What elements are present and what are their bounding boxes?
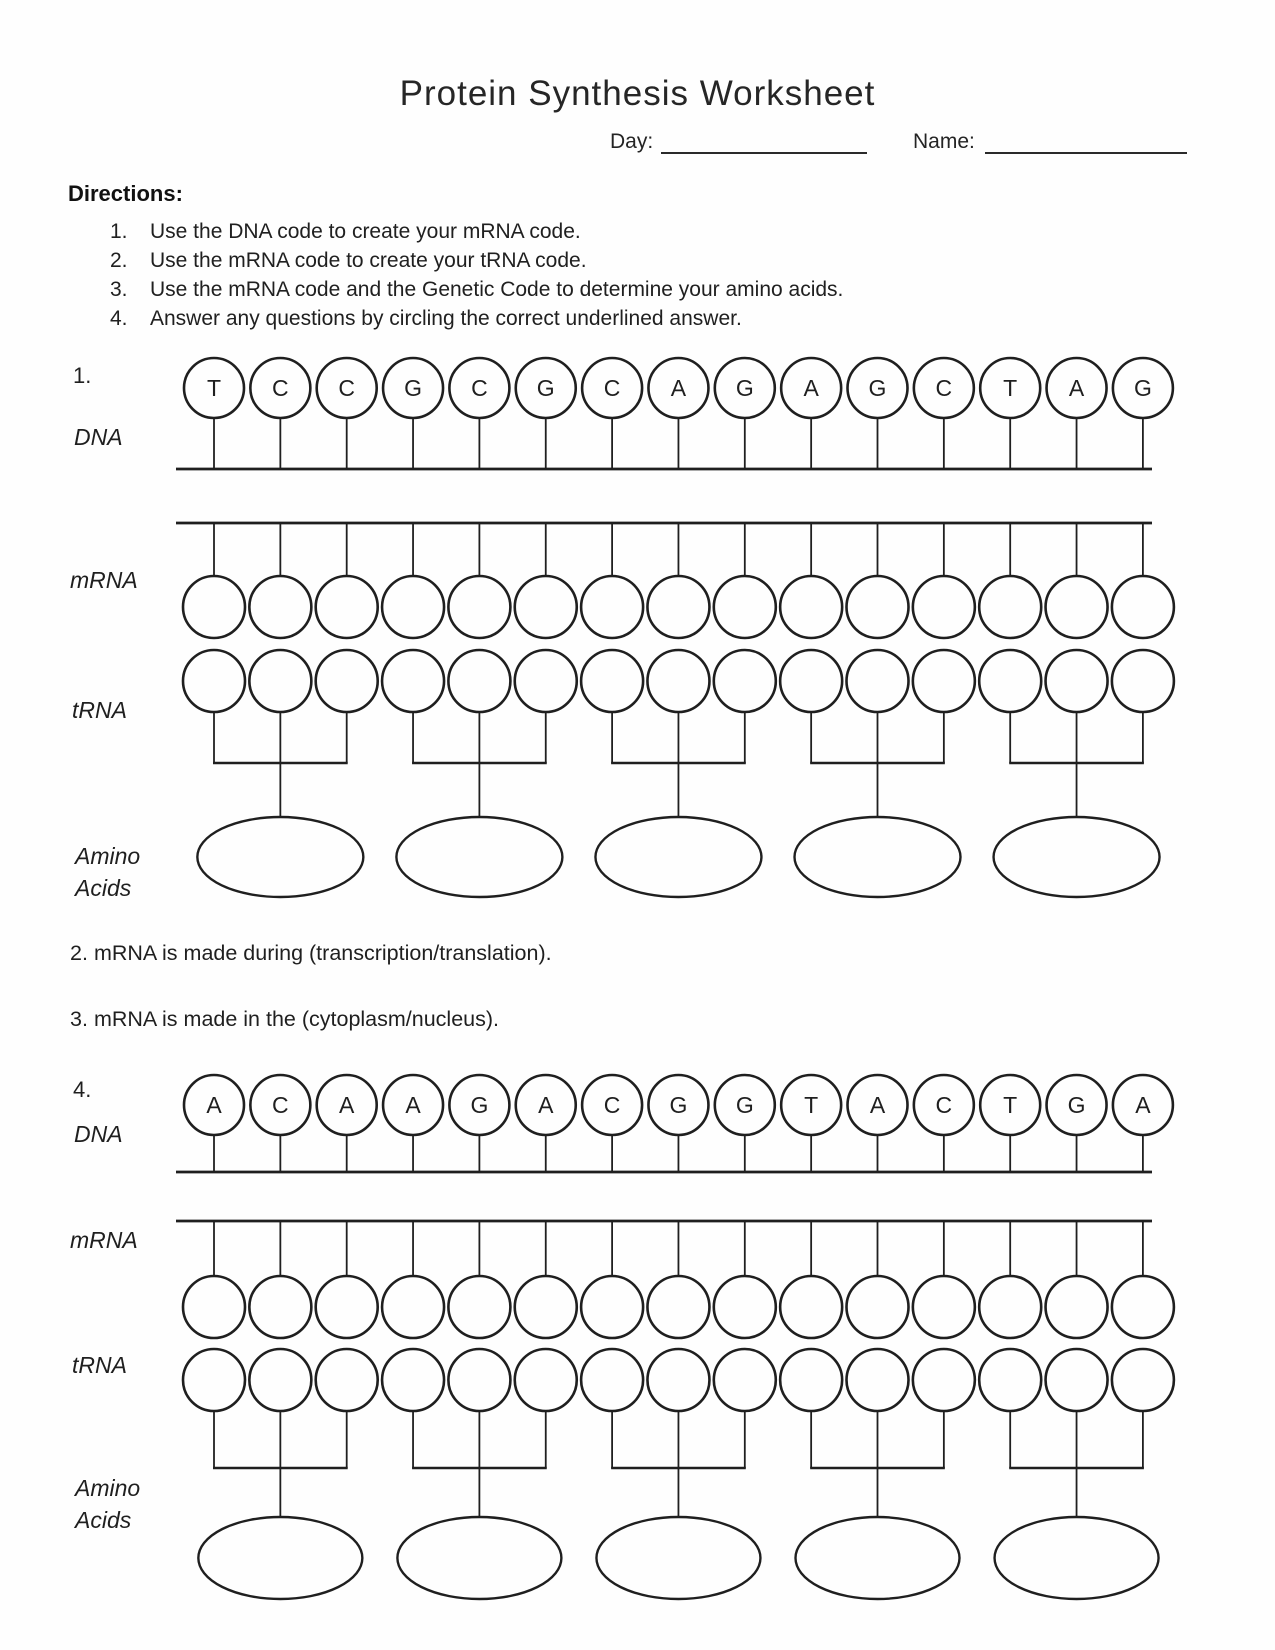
- dna-base-letter: T: [1003, 375, 1018, 401]
- trna-answer-circle[interactable]: [1046, 1349, 1108, 1411]
- trna-answer-circle[interactable]: [647, 1349, 709, 1411]
- dna-base-letter: T: [206, 375, 222, 401]
- amino-acid-answer-ellipse[interactable]: [197, 817, 363, 897]
- amino-acid-answer-ellipse[interactable]: [596, 1517, 760, 1599]
- trna-answer-circle[interactable]: [515, 1349, 577, 1411]
- trna-answer-circle[interactable]: [780, 650, 842, 712]
- dna-row-label: DNA: [74, 1121, 123, 1147]
- directions-heading: Directions:: [68, 181, 183, 206]
- problem-4-diagram: [0, 1040, 1275, 1650]
- dna-base-letter: A: [1135, 1092, 1151, 1118]
- trna-answer-circle[interactable]: [979, 650, 1041, 712]
- day-input-line[interactable]: [661, 152, 867, 154]
- amino-acids-row-label: Acids: [75, 1507, 132, 1533]
- trna-answer-circle[interactable]: [714, 1349, 776, 1411]
- trna-answer-circle[interactable]: [249, 1349, 311, 1411]
- trna-answer-circle[interactable]: [382, 650, 444, 712]
- directions-item-text: Use the DNA code to create your mRNA code.: [150, 220, 581, 243]
- trna-answer-circle[interactable]: [581, 650, 643, 712]
- mrna-answer-circle[interactable]: [448, 1276, 510, 1338]
- dna-base-letter: C: [272, 1092, 289, 1118]
- mrna-answer-circle[interactable]: [515, 576, 577, 638]
- dna-base-letter: C: [272, 375, 289, 401]
- trna-answer-circle[interactable]: [1046, 650, 1108, 712]
- trna-answer-circle[interactable]: [913, 1349, 975, 1411]
- mrna-row-label: mRNA: [70, 567, 138, 593]
- trna-answer-circle[interactable]: [183, 650, 245, 712]
- mrna-answer-circle[interactable]: [581, 1276, 643, 1338]
- mrna-answer-circle[interactable]: [1112, 576, 1174, 638]
- trna-answer-circle[interactable]: [183, 1349, 245, 1411]
- mrna-answer-circle[interactable]: [382, 1276, 444, 1338]
- dna-base-letter: T: [1003, 1092, 1018, 1118]
- dna-base-letter: C: [935, 1092, 953, 1118]
- question-number: 2.: [70, 941, 88, 965]
- mrna-answer-circle[interactable]: [382, 576, 444, 638]
- trna-answer-circle[interactable]: [913, 650, 975, 712]
- trna-answer-circle[interactable]: [647, 650, 709, 712]
- mrna-answer-circle[interactable]: [448, 576, 510, 638]
- directions-item: [110, 246, 1168, 275]
- directions-item-number: 4.: [110, 307, 128, 330]
- dna-base-letter: A: [869, 1092, 886, 1118]
- mrna-answer-circle[interactable]: [913, 1276, 975, 1338]
- mrna-answer-circle[interactable]: [780, 1276, 842, 1338]
- mrna-answer-circle[interactable]: [647, 1276, 709, 1338]
- mrna-row-label: mRNA: [70, 1227, 138, 1253]
- trna-answer-circle[interactable]: [316, 1349, 378, 1411]
- dna-base-letter: A: [339, 1092, 355, 1118]
- dna-base-letter: C: [935, 375, 953, 401]
- trna-answer-circle[interactable]: [581, 1349, 643, 1411]
- directions-item-text: Use the mRNA code to create your tRNA code.: [150, 249, 587, 272]
- mrna-answer-circle[interactable]: [780, 576, 842, 638]
- amino-acid-answer-ellipse[interactable]: [396, 817, 562, 897]
- trna-answer-circle[interactable]: [847, 1349, 909, 1411]
- trna-answer-circle[interactable]: [448, 1349, 510, 1411]
- name-label: Name:: [913, 130, 975, 153]
- amino-acid-answer-ellipse[interactable]: [995, 1517, 1159, 1599]
- mrna-answer-circle[interactable]: [714, 576, 776, 638]
- dna-base-letter: G: [735, 1092, 754, 1118]
- dna-base-letter: G: [404, 375, 422, 401]
- amino-acid-answer-ellipse[interactable]: [796, 1517, 960, 1599]
- dna-base-letter: A: [206, 1092, 222, 1118]
- mrna-answer-circle[interactable]: [515, 1276, 577, 1338]
- dna-base-letter: G: [669, 1092, 688, 1118]
- dna-base-letter: C: [603, 1092, 621, 1118]
- mrna-answer-circle[interactable]: [1046, 1276, 1108, 1338]
- dna-base-letter: A: [538, 1092, 554, 1118]
- mrna-answer-circle[interactable]: [913, 576, 975, 638]
- problem-1-diagram: [0, 330, 1275, 930]
- amino-acid-answer-ellipse[interactable]: [198, 1517, 362, 1599]
- trna-answer-circle[interactable]: [979, 1349, 1041, 1411]
- mrna-answer-circle[interactable]: [183, 1276, 245, 1338]
- dna-base-letter: G: [1067, 1092, 1086, 1118]
- directions-item-number: 1.: [110, 220, 128, 243]
- mrna-answer-circle[interactable]: [183, 576, 245, 638]
- trna-answer-circle[interactable]: [847, 650, 909, 712]
- amino-acid-answer-ellipse[interactable]: [994, 817, 1160, 897]
- trna-row-label: tRNA: [72, 1352, 127, 1378]
- amino-acids-row-label: Amino: [75, 1475, 141, 1501]
- trna-answer-circle[interactable]: [1112, 1349, 1174, 1411]
- trna-answer-circle[interactable]: [316, 650, 378, 712]
- dna-base-letter: A: [405, 1092, 421, 1118]
- mrna-answer-circle[interactable]: [1112, 1276, 1174, 1338]
- dna-base-letter: G: [868, 375, 887, 401]
- mrna-answer-circle[interactable]: [249, 576, 311, 638]
- day-label: Day:: [610, 130, 654, 153]
- trna-answer-circle[interactable]: [1112, 650, 1174, 712]
- directions-item-text: Answer any questions by circling the correct underlined answer.: [150, 307, 742, 330]
- directions-block: [68, 181, 1168, 333]
- question-number: 3.: [70, 1007, 88, 1031]
- dna-base-letter: C: [471, 375, 488, 401]
- directions-item-text: Use the mRNA code and the Genetic Code to determine your amino acids.: [150, 278, 844, 301]
- dna-base-letter: A: [1068, 375, 1085, 401]
- directions-item-number: 3.: [110, 278, 128, 301]
- trna-answer-circle[interactable]: [249, 650, 311, 712]
- mrna-answer-circle[interactable]: [714, 1276, 776, 1338]
- question-3: [70, 1007, 499, 1032]
- problem-number: 4.: [73, 1077, 92, 1102]
- mrna-answer-circle[interactable]: [249, 1276, 311, 1338]
- mrna-answer-circle[interactable]: [979, 576, 1041, 638]
- amino-acid-answer-ellipse[interactable]: [397, 1517, 561, 1599]
- problem-number: 1.: [73, 363, 92, 388]
- directions-item: [110, 217, 1168, 246]
- mrna-answer-circle[interactable]: [316, 1276, 378, 1338]
- question-text: mRNA is made during (transcription/translation).: [93, 941, 552, 965]
- mrna-answer-circle[interactable]: [847, 1276, 909, 1338]
- trna-answer-circle[interactable]: [780, 1349, 842, 1411]
- amino-acids-row-label: Amino: [75, 843, 141, 869]
- mrna-answer-circle[interactable]: [647, 576, 709, 638]
- dna-base-letter: C: [603, 375, 621, 401]
- dna-base-letter: T: [804, 1092, 819, 1118]
- question-2: [70, 941, 552, 966]
- amino-acid-answer-ellipse[interactable]: [595, 817, 761, 897]
- trna-answer-circle[interactable]: [714, 650, 776, 712]
- amino-acids-row-label: Acids: [75, 875, 132, 901]
- dna-row-label: DNA: [74, 424, 123, 450]
- mrna-answer-circle[interactable]: [316, 576, 378, 638]
- mrna-answer-circle[interactable]: [581, 576, 643, 638]
- dna-base-letter: G: [1133, 375, 1152, 401]
- directions-item: [110, 275, 1168, 304]
- dna-base-letter: A: [670, 375, 687, 401]
- question-text: mRNA is made in the (cytoplasm/nucleus).: [93, 1007, 500, 1031]
- dna-base-letter: G: [536, 375, 555, 401]
- dna-base-letter: G: [470, 1092, 489, 1118]
- dna-base-letter: C: [338, 375, 356, 401]
- directions-item-number: 2.: [110, 249, 128, 272]
- dna-base-letter: G: [735, 375, 754, 401]
- mrna-answer-circle[interactable]: [979, 1276, 1041, 1338]
- trna-answer-circle[interactable]: [382, 1349, 444, 1411]
- mrna-answer-circle[interactable]: [847, 576, 909, 638]
- trna-answer-circle[interactable]: [515, 650, 577, 712]
- dna-base-letter: A: [803, 375, 819, 401]
- amino-acid-answer-ellipse[interactable]: [795, 817, 961, 897]
- page-title: Protein Synthesis Worksheet: [399, 74, 876, 113]
- directions-item: [110, 304, 1168, 333]
- trna-row-label: tRNA: [72, 697, 127, 723]
- name-input-line[interactable]: [985, 152, 1187, 154]
- trna-answer-circle[interactable]: [448, 650, 510, 712]
- mrna-answer-circle[interactable]: [1046, 576, 1108, 638]
